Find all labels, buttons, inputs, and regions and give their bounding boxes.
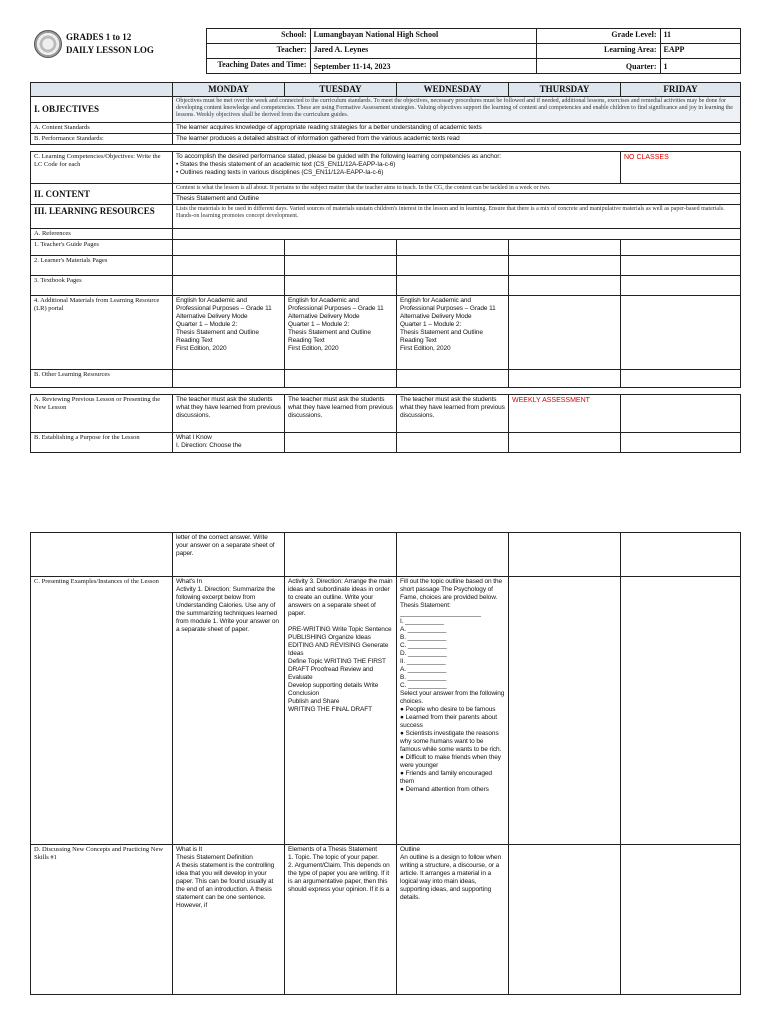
- empty-cell: [173, 240, 285, 256]
- empty-cell: [509, 433, 621, 453]
- school-value: Lumangbayan National High School: [310, 29, 536, 44]
- empty-cell: [397, 533, 509, 577]
- examples-tuesday: Activity 3. Direction: Arrange the main ideas and subordinate ideas in order to create an outline. Write your answers on a separate sheet of paper. PRE-WRITING Write Topic Sentence PUBLISHING Organize Ideas EDITING AND REVISING Generate Ideas Define Topic WRITING THE FIRST DRAFT Proofread Review and Evaluate Develop supporting details Write Conclusion Publish and Share WRITING THE FINAL DRAFT: [285, 577, 397, 845]
- empty-cell: [621, 370, 741, 388]
- day-header-blank: [31, 83, 173, 97]
- teacher-label: Teacher:: [206, 44, 310, 59]
- examples-wednesday: Fill out the topic outline based on the short passage The Psychology of Fame, choices are provided below. Thesis Statement: _______________________ I. ___________ A. ___________ B. ___________ C. ___________ D. ___________ II. ___________ A. ___________ B. ___________ C. ___________ Select your answer from the following choices. ● People who desire to be famous ● Learned from their parents about success ● Scientists investigate the reasons why some humans want to be famous while some wants to be rich. ● Difficult to make friends when they were younger ● Friends and family encouraged them ● Demand attention from others: [397, 577, 509, 845]
- resources-heading: III. LEARNING RESOURCES: [31, 205, 173, 229]
- day-header-thursday: THURSDAY: [509, 83, 621, 97]
- references-label: A. References: [31, 229, 173, 240]
- log-title-grades: GRADES 1 to 12: [66, 31, 132, 42]
- empty-cell: [509, 240, 621, 256]
- learners-materials-label: 2. Learner's Materials Pages: [31, 256, 173, 276]
- grade-value: 11: [660, 29, 740, 44]
- review-label: A. Reviewing Previous Lesson or Presenting the New Lesson: [31, 395, 173, 433]
- empty-cell: [509, 256, 621, 276]
- empty-cell: [285, 256, 397, 276]
- performance-standards-value: The learner produces a detailed abstract of information gathered from the various academic texts read: [173, 134, 741, 145]
- examples-label: C. Presenting Examples/Instances of the Lesson: [31, 577, 173, 845]
- additional-materials-tuesday: English for Academic and Professional Purposes – Grade 11 Alternative Delivery Mode Quarter 1 – Module 2: Thesis Statement and Outline Reading Text First Edition, 2020: [285, 296, 397, 370]
- header-table: [30, 28, 741, 74]
- no-classes-badge: NO CLASSES: [621, 152, 741, 184]
- grade-label: Grade Level:: [536, 29, 660, 44]
- discuss-tuesday: Elements of a Thesis Statement 1. Topic. The topic of your paper. 2. Argument/Claim. This depends on the type of paper you are writing. If it is an argumentative paper, then this should express your opinion. If it is a: [285, 845, 397, 995]
- purpose-monday-part2: letter of the correct answer. Write your answer on a separate sheet of paper.: [173, 533, 285, 577]
- competencies-value: To accomplish the desired performance stated, please be guided with the following learning competencies as anchor: • States the thesis statement of an academic text (CS_EN11/12A-EAPP-Ia-c-6) • Outlines reading texts in various disciplines (CS_EN11/12A-EAPP-Ia-c-6): [173, 152, 621, 184]
- page-break: [0, 470, 768, 532]
- empty-cell: [397, 433, 509, 453]
- quarter-label: Quarter:: [536, 59, 660, 74]
- empty-cell: [621, 296, 741, 370]
- purpose-label: B. Establishing a Purpose for the Lesson: [31, 433, 173, 453]
- competencies-label: C. Learning Competencies/Objectives: Write the LC Code for each: [31, 152, 173, 184]
- empty-cell: [509, 276, 621, 296]
- empty-cell: [621, 845, 741, 995]
- spacer-row: [31, 145, 741, 152]
- day-header-monday: MONDAY: [173, 83, 285, 97]
- lesson-log-page-2: [30, 532, 740, 995]
- discuss-label: D. Discussing New Concepts and Practicing New Skills #1: [31, 845, 173, 995]
- empty-cell: [285, 533, 397, 577]
- spacer-row: [31, 388, 741, 395]
- empty-cell: [397, 240, 509, 256]
- empty-cell: [621, 533, 741, 577]
- other-resources-label: B. Other Learning Resources: [31, 370, 173, 388]
- area-value: EAPP: [660, 44, 740, 59]
- empty-cell: [173, 256, 285, 276]
- empty-cell: [285, 240, 397, 256]
- empty-cell: [285, 433, 397, 453]
- dates-label: Teaching Dates and Time:: [206, 59, 310, 74]
- empty-cell: [173, 276, 285, 296]
- day-header-tuesday: TUESDAY: [285, 83, 397, 97]
- empty-cell: [509, 370, 621, 388]
- objectives-note: Objectives must be met over the week and connected to the curriculum standards. To meet the objectives, necessary procedures must be followed and if needed, additional lessons, exercises and remedial activities may be done for developing content knowledge and competencies. These are using Formative Assessment strategies. Valuing objectives support the learning of content and competencies and enable children to find significance and joy in learning the lessons. Weekly objectives shall be derived from the curriculum guides.: [173, 97, 741, 123]
- deped-seal-icon: [34, 30, 62, 58]
- additional-materials-monday: English for Academic and Professional Purposes – Grade 11 Alternative Delivery Mode Quarter 1 – Module 2: Thesis Statement and Outline Reading Text First Edition, 2020: [173, 296, 285, 370]
- review-monday: The teacher must ask the students what they have learned from previous discussions.: [173, 395, 285, 433]
- empty-cell: [621, 240, 741, 256]
- objectives-heading: I. OBJECTIVES: [31, 97, 173, 123]
- logo-block: [30, 29, 206, 74]
- teacher-value: Jared A. Leynes: [310, 44, 536, 59]
- lesson-table: [30, 82, 741, 453]
- empty-cell: [397, 276, 509, 296]
- lesson-table-continued: [30, 532, 741, 995]
- content-standards-label: A. Content Standards: [31, 123, 173, 134]
- empty-cell: [621, 256, 741, 276]
- empty-cell: [509, 533, 621, 577]
- review-wednesday: The teacher must ask the students what they have learned from previous discussions.: [397, 395, 509, 433]
- empty-cell: [285, 370, 397, 388]
- school-label: School:: [206, 29, 310, 44]
- empty-cell: [397, 256, 509, 276]
- lesson-log-page-1: [30, 28, 740, 453]
- content-heading: II. CONTENT: [31, 184, 173, 205]
- empty-cell: [509, 296, 621, 370]
- dates-value: September 11-14, 2023: [310, 59, 536, 74]
- teachers-guide-label: 1. Teacher's Guide Pages: [31, 240, 173, 256]
- empty-cell: [173, 370, 285, 388]
- review-tuesday: The teacher must ask the students what they have learned from previous discussions.: [285, 395, 397, 433]
- discuss-wednesday: Outline An outline is a design to follow when writing a structure, a discourse, or a article. It arranges a material in a logical way into main ideas, supporting ideas, and supporting details.: [397, 845, 509, 995]
- empty-cell: [285, 276, 397, 296]
- references-row: [173, 229, 741, 240]
- empty-cell: [509, 845, 621, 995]
- quarter-value: 1: [660, 59, 740, 74]
- purpose-monday-part1: What I Know I. Direction: Choose the: [173, 433, 285, 453]
- performance-standards-label: B. Performance Standards:: [31, 134, 173, 145]
- additional-materials-label: 4. Additional Materials from Learning Resource (LR) portal: [31, 296, 173, 370]
- resources-note: Lists the materials to be used in different days. Varied sources of materials sustain children's interest in the lesson and in learning. Ensure that there is a mix of concrete and manipulative materials as well as paper-based materials. Hands-on learning promotes concept development.: [173, 205, 741, 229]
- content-note: Content is what the lesson is all about. It pertains to the subject matter that the teacher aims to teach. In the CG, the content can be tackled in a week or two.: [173, 184, 741, 194]
- area-label: Learning Area:: [536, 44, 660, 59]
- empty-cell: [31, 533, 173, 577]
- textbook-pages-label: 3. Textbook Pages: [31, 276, 173, 296]
- empty-cell: [509, 577, 621, 845]
- log-title-daily: DAILY LESSON LOG: [66, 44, 154, 55]
- empty-cell: [621, 577, 741, 845]
- examples-monday: What's In Activity 1. Direction: Summarize the following excerpt below from Understanding Calories. Use any of the summarizing techniques learned from module 1. Write your answer on a separate sheet of paper.: [173, 577, 285, 845]
- content-standards-value: The learner acquires knowledge of appropriate reading strategies for a better understanding of academic texts: [173, 123, 741, 134]
- weekly-assessment-badge: WEEKLY ASSESSMENT: [509, 395, 621, 433]
- empty-cell: [621, 395, 741, 433]
- content-value: Thesis Statement and Outline: [173, 194, 741, 205]
- day-header-wednesday: WEDNESDAY: [397, 83, 509, 97]
- empty-cell: [621, 433, 741, 453]
- day-header-friday: FRIDAY: [621, 83, 741, 97]
- discuss-monday: What is It Thesis Statement Definition A thesis statement is the controlling idea that you will develop in your paper. This can be found usually at the end of an introduction. A thesis statement can be one sentence. However, if: [173, 845, 285, 995]
- empty-cell: [397, 370, 509, 388]
- empty-cell: [621, 276, 741, 296]
- additional-materials-wednesday: English for Academic and Professional Purposes – Grade 11 Alternative Delivery Mode Quarter 1 – Module 2: Thesis Statement and Outline Reading Text First Edition, 2020: [397, 296, 509, 370]
